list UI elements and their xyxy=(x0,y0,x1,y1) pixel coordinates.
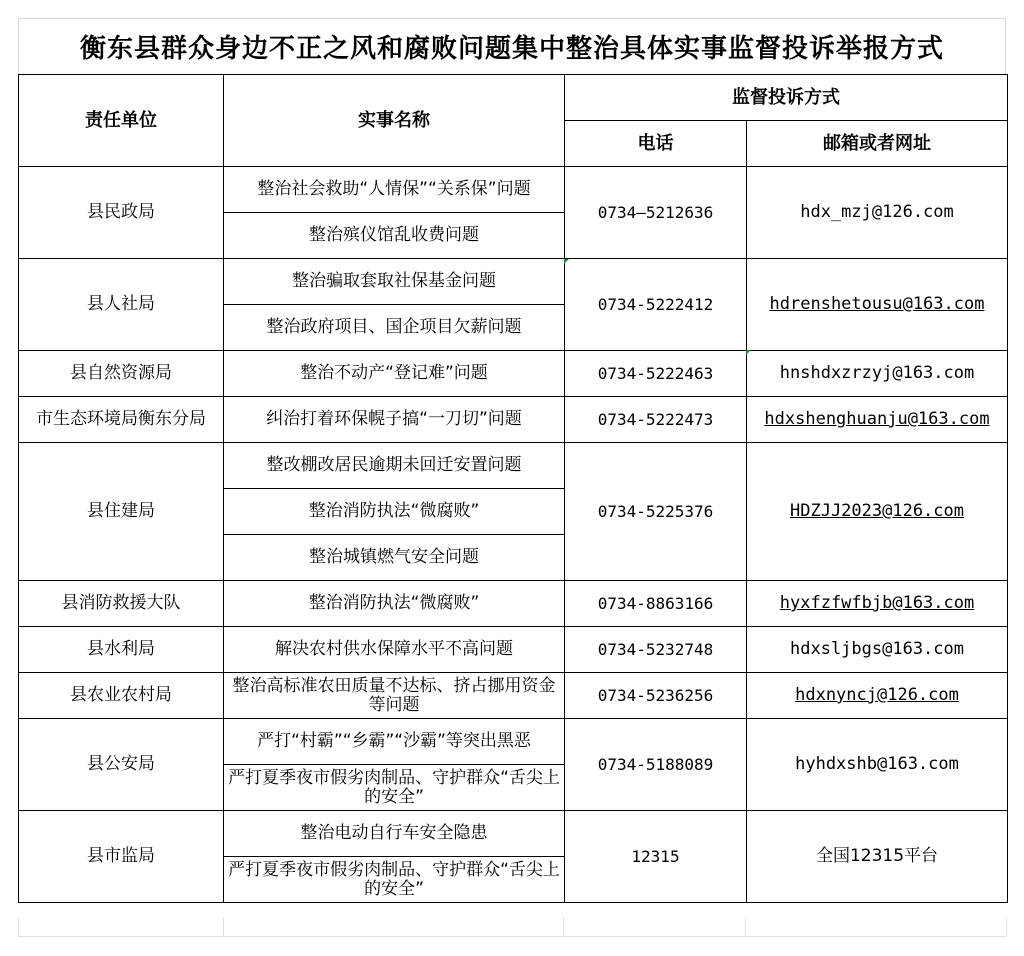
cell-email: 全国12315平台 xyxy=(747,811,1008,903)
cell-email[interactable]: hdxnyncj@126.com xyxy=(747,673,1008,719)
table-row xyxy=(19,443,1008,489)
cell-phone: 0734-5222473 xyxy=(565,397,747,443)
cell-item: 严打夏季夜市假劣肉制品、守护群众“舌尖上的安全” xyxy=(224,857,565,903)
cell-phone: 0734-5232748 xyxy=(565,627,747,673)
cell-unit: 市生态环境局衡东分局 xyxy=(19,397,224,443)
cell-unit: 县农业农村局 xyxy=(19,673,224,719)
header-item: 实事名称 xyxy=(224,75,565,167)
table-row xyxy=(19,167,1008,213)
cell-item: 严打“村霸”“乡霸”“沙霸”等突出黑恶 xyxy=(224,719,565,765)
cell-item: 整治城镇燃气安全问题 xyxy=(224,535,565,581)
cell-comment-marker xyxy=(564,259,569,264)
cell-email[interactable]: HDZJJ2023@126.com xyxy=(747,443,1008,581)
cell-item: 整治政府项目、国企项目欠薪问题 xyxy=(224,305,565,351)
cell-email: hyhdxshb@163.com xyxy=(747,719,1008,811)
empty-trailing-row xyxy=(18,917,1007,937)
cell-email: hdx_mzj@126.com xyxy=(747,167,1008,259)
cell-item: 严打夏季夜市假劣肉制品、守护群众“舌尖上的安全” xyxy=(224,765,565,811)
table-body xyxy=(19,167,1008,903)
table-row xyxy=(19,351,1008,397)
cell-unit: 县消防救援大队 xyxy=(19,581,224,627)
table-row xyxy=(19,397,1008,443)
cell-item: 整治社会救助“人情保”“关系保”问题 xyxy=(224,167,565,213)
table-row xyxy=(19,719,1008,765)
cell-unit: 县自然资源局 xyxy=(19,351,224,397)
header-email: 邮箱或者网址 xyxy=(747,121,1008,167)
cell-item: 整治消防执法“微腐败” xyxy=(224,581,565,627)
cell-item: 整治电动自行车安全隐患 xyxy=(224,811,565,857)
cell-unit: 县住建局 xyxy=(19,443,224,581)
cell-unit: 县市监局 xyxy=(19,811,224,903)
cell-item: 整治不动产“登记难”问题 xyxy=(224,351,565,397)
cell-item: 解决农村供水保障水平不高问题 xyxy=(224,627,565,673)
cell-unit: 县公安局 xyxy=(19,719,224,811)
cell-email[interactable]: hyxfzfwfbjb@163.com xyxy=(747,581,1008,627)
cell-email: hdxsljbgs@163.com xyxy=(747,627,1008,673)
cell-item: 整治骗取套取社保基金问题 xyxy=(224,259,565,305)
cell-item: 整治高标准农田质量不达标、挤占挪用资金等问题 xyxy=(224,673,565,719)
header-unit: 责任单位 xyxy=(19,75,224,167)
table-row xyxy=(19,673,1008,719)
cell-phone: 0734-5222463 xyxy=(565,351,747,397)
cell-comment-marker xyxy=(746,350,751,355)
header-contact-group: 监督投诉方式 xyxy=(565,75,1008,121)
cell-unit: 县人社局 xyxy=(19,259,224,351)
table-row xyxy=(19,811,1008,857)
table-row xyxy=(19,627,1008,673)
complaint-contact-table xyxy=(18,74,1008,903)
title-box xyxy=(18,18,1006,74)
cell-email[interactable]: hdrenshetousu@163.com xyxy=(747,259,1008,351)
cell-phone: 0734-5225376 xyxy=(565,443,747,581)
cell-phone: 12315 xyxy=(565,811,747,903)
cell-unit: 县水利局 xyxy=(19,627,224,673)
cell-unit: 县民政局 xyxy=(19,167,224,259)
cell-phone: 0734-5188089 xyxy=(565,719,747,811)
cell-item: 纠治打着环保幌子搞“一刀切”问题 xyxy=(224,397,565,443)
cell-phone: 0734—5212636 xyxy=(565,167,747,259)
cell-phone: 0734-5222412 xyxy=(565,259,747,351)
page-title: 衡东县群众身边不正之风和腐败问题集中整治具体实事监督投诉举报方式 xyxy=(79,34,944,64)
header-phone: 电话 xyxy=(565,121,747,167)
cell-email: hnshdxzrzyj@163.com xyxy=(747,351,1008,397)
table-row xyxy=(19,259,1008,305)
cell-email[interactable]: hdxshenghuanju@163.com xyxy=(747,397,1008,443)
cell-item: 整治殡仪馆乱收费问题 xyxy=(224,213,565,259)
table-row xyxy=(19,581,1008,627)
cell-item: 整改棚改居民逾期未回迁安置问题 xyxy=(224,443,565,489)
cell-phone: 0734-8863166 xyxy=(565,581,747,627)
cell-phone: 0734-5236256 xyxy=(565,673,747,719)
cell-item: 整治消防执法“微腐败” xyxy=(224,489,565,535)
